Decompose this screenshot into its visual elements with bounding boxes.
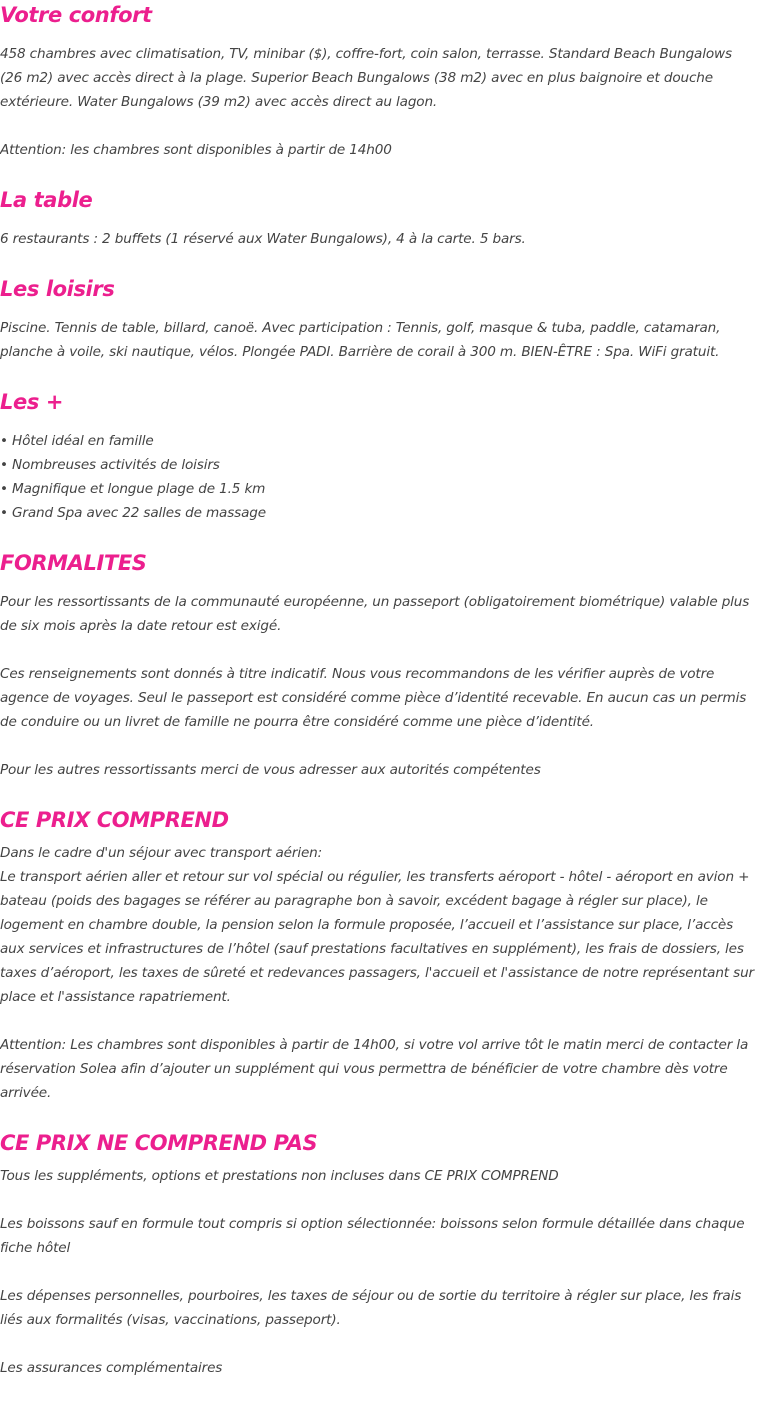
section-body-formalites: Pour les ressortissants de la communauté européenne, un passeport (obligatoirement biométrique) valable plus de six mois après la date retour est exigé. Ces renseignements sont donnés à titre indicatif. Nous vous recommandons de les vérifier auprès de votre agence de voyages. Seul le passeport est considéré comme pièce d’identité recevable. En aucun cas un permis de conduire ou un livret de famille ne pourra être considéré comme une pièce d’identité. Pour les autres ressortissants merci de vous adresser aux autorités compétentes [0, 594, 750, 778]
section-title-votre-confort: Votre confort [0, 3, 152, 27]
section-body-ce-prix-comprend: Dans le cadre d'un séjour avec transport aérien: Le transport aérien aller et retour sur vol spécial ou régulier, les transferts aéroport - hôtel - aéroport en avion + bateau (poids des bagages se référer au paragraphe bon à savoir, excédent bagage à régler sur place), le logement en chambre double, la pension selon la formule proposée, l’accueil et l’assistance sur place, l’accès aux services et infrastructures de l’hôtel (sauf prestations facultatives en supplément), les frais de dossiers, les taxes d’aéroport, les taxes de sûreté et redevances passagers, l'accueil et l'assistance de notre représentant sur place et l'assistance rapatriement. Attention: Les chambres sont disponibles à partir de 14h00, si votre vol arrive tôt le matin merci de contacter la réservation Solea afin d’ajouter un supplément qui vous permettra de bénéficier de votre chambre dès votre arrivée. [0, 845, 754, 1101]
section-la-table [0, 185, 758, 251]
section-body-ce-prix-ne-comprend-pas: Tous les suppléments, options et prestations non incluses dans CE PRIX COMPREND Les boissons sauf en formule tout compris si option sélectionnée: boissons selon formule détaillée dans chaque fiche hôtel Les dépenses personnelles, pourboires, les taxes de séjour ou de sortie du territoire à régler sur place, les frais liés aux formalités (visas, vaccinations, passeport). Les assurances complémentaires [0, 1168, 745, 1376]
section-body-les-loisirs: Piscine. Tennis de table, billard, canoë. Avec participation : Tennis, golf, masque & tuba, paddle, catamaran, planche à voile, ski nautique, vélos. Plongée PADI. Barrière de corail à 300 m. BIEN-ÊTRE : Spa. WiFi gratuit. [0, 320, 721, 360]
section-ce-prix-ne-comprend-pas [0, 1128, 758, 1380]
section-les-plus [0, 387, 758, 525]
section-title-formalites: FORMALITES [0, 551, 147, 575]
section-body-votre-confort: 458 chambres avec climatisation, TV, minibar ($), coffre-fort, coin salon, terrasse. Standard Beach Bungalows (26 m2) avec accès direct à la plage. Superior Beach Bungalows (38 m2) avec en plus baignoire et douche extérieure. Water Bungalows (39 m2) avec accès direct au lagon. Attention: les chambres sont disponibles à partir de 14h00 [0, 46, 732, 158]
section-ce-prix-comprend [0, 805, 758, 1105]
section-votre-confort [0, 0, 758, 162]
section-title-les-loisirs: Les loisirs [0, 277, 115, 301]
section-les-loisirs [0, 274, 758, 364]
section-formalites [0, 548, 758, 782]
section-title-ce-prix-ne-comprend-pas: CE PRIX NE COMPREND PAS [0, 1131, 318, 1155]
section-title-les-plus: Les + [0, 390, 64, 414]
section-body-les-plus: • Hôtel idéal en famille • Nombreuses activités de loisirs • Magnifique et longue plage de 1.5 km • Grand Spa avec 22 salles de massage [0, 433, 266, 521]
section-title-la-table: La table [0, 188, 93, 212]
section-title-ce-prix-comprend: CE PRIX COMPREND [0, 808, 229, 832]
section-body-la-table: 6 restaurants : 2 buffets (1 réservé aux Water Bungalows), 4 à la carte. 5 bars. [0, 231, 526, 247]
